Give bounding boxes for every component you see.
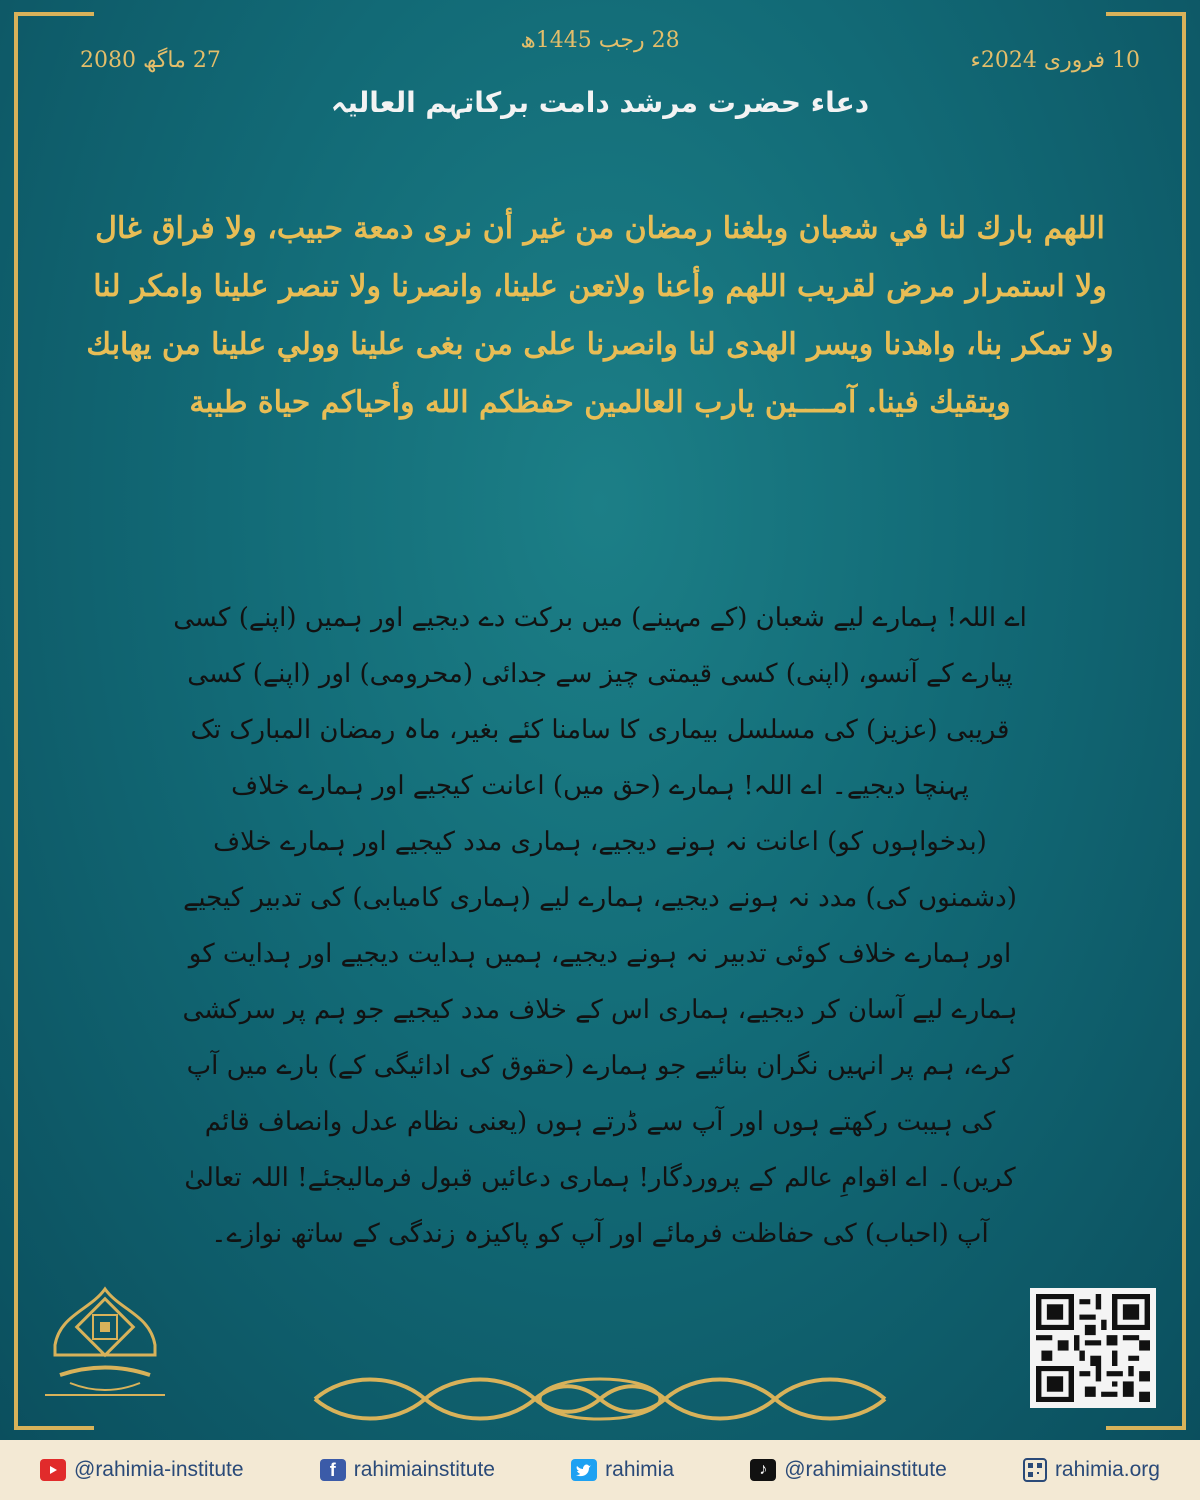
gregorian-date: 10 فروری 2024ء (970, 48, 1140, 73)
tiktok-handle: @rahimiainstitute (784, 1458, 947, 1481)
social-footer (0, 1440, 1200, 1500)
tiktok-icon: ♪ (750, 1459, 776, 1481)
website-url: rahimia.org (1054, 1458, 1160, 1481)
tiktok-link[interactable] (750, 1458, 947, 1482)
gold-ornament (305, 1368, 895, 1430)
arabic-dua-text: اللهم بارك لنا في شعبان وبلغنا رمضان من غير أن نرى دمعة حبيب، ولا فراق غال ولا استمرار مرض لقريب اللهم وأعنا ولاتعن علينا، وانصرنا ولا تنصر علينا وامكر لنا ولا تمكر بنا، واهدنا ويسر الهدى لنا وانصرنا على من بغى علينا وولي علينا من يهابك ويتقيك فينا. آمــــين يارب العالمين حفظكم الله وأحياكم حياة طيبة (86, 211, 1114, 420)
bikrami-date: 27 ماگھ 2080 (80, 48, 221, 73)
urdu-translation-text: اے اللہ! ہمارے لیے شعبان (کے مہینے) میں برکت دے دیجیے اور ہمیں (اپنے) کسی پیارے کے آنسو، (اپنی) کسی قیمتی چیز سے جدائی (محرومی) اور (اپنے) کسی قریبی (عزیز) کی مسلسل بیماری کا سامنا کئے بغیر، ماہ رمضان المبارک تک پہنچا دیجیے۔ اے اللہ! ہمارے (حق میں) اعانت کیجیے اور ہمارے خلاف (بدخواہوں کو) اعانت نہ ہونے دیجیے، ہماری مدد کیجیے اور ہمارے خلاف (دشمنوں کی) مدد نہ ہونے دیجیے، ہمارے لیے (ہماری کامیابی) کی تدبیر کیجیے اور ہمارے خلاف کوئی تدبیر نہ ہونے دیجیے، ہمیں ہدایت دیجیے اور ہدایت کو ہمارے لیے آسان کر دیجیے، ہماری اس کے خلاف مدد کیجیے جو ہم پر سرکشی کرے، ہم پر انہیں نگران بنائیے جو ہمارے (حقوق کی ادائیگی کے) بارے میں آپ کی ہیبت رکھتے ہوں اور آپ سے ڈرتے ہوں (یعنی نظام عدل وانصاف قائم کریں)۔ اے اقوامِ عالم کے پروردگار! ہماری دعائیں قبول فرمالیجئے! اللہ تعالیٰ آپ (احباب) کی حفاظت فرمائے اور آپ کو پاکیزہ زندگی کے ساتھ نوازے۔ (173, 603, 1027, 1249)
twitter-handle: rahimia (605, 1458, 675, 1481)
youtube-icon (40, 1459, 66, 1481)
qr-code[interactable] (1030, 1288, 1156, 1408)
twitter-icon (571, 1459, 597, 1481)
rahimia-logo (40, 1285, 170, 1425)
hijri-date: 28 رجب 1445ھ (520, 28, 680, 53)
website-link[interactable] (1023, 1458, 1160, 1482)
page-title: دعاء حضرت مرشد دامت برکاتہم العالیہ (330, 86, 870, 119)
facebook-link[interactable] (320, 1458, 495, 1482)
twitter-link[interactable] (571, 1458, 674, 1482)
qr-small-icon (1023, 1458, 1047, 1482)
youtube-handle: @rahimia-institute (74, 1458, 244, 1481)
facebook-icon: f (320, 1459, 346, 1481)
facebook-handle: rahimiainstitute (353, 1458, 495, 1481)
youtube-link[interactable] (40, 1458, 244, 1482)
